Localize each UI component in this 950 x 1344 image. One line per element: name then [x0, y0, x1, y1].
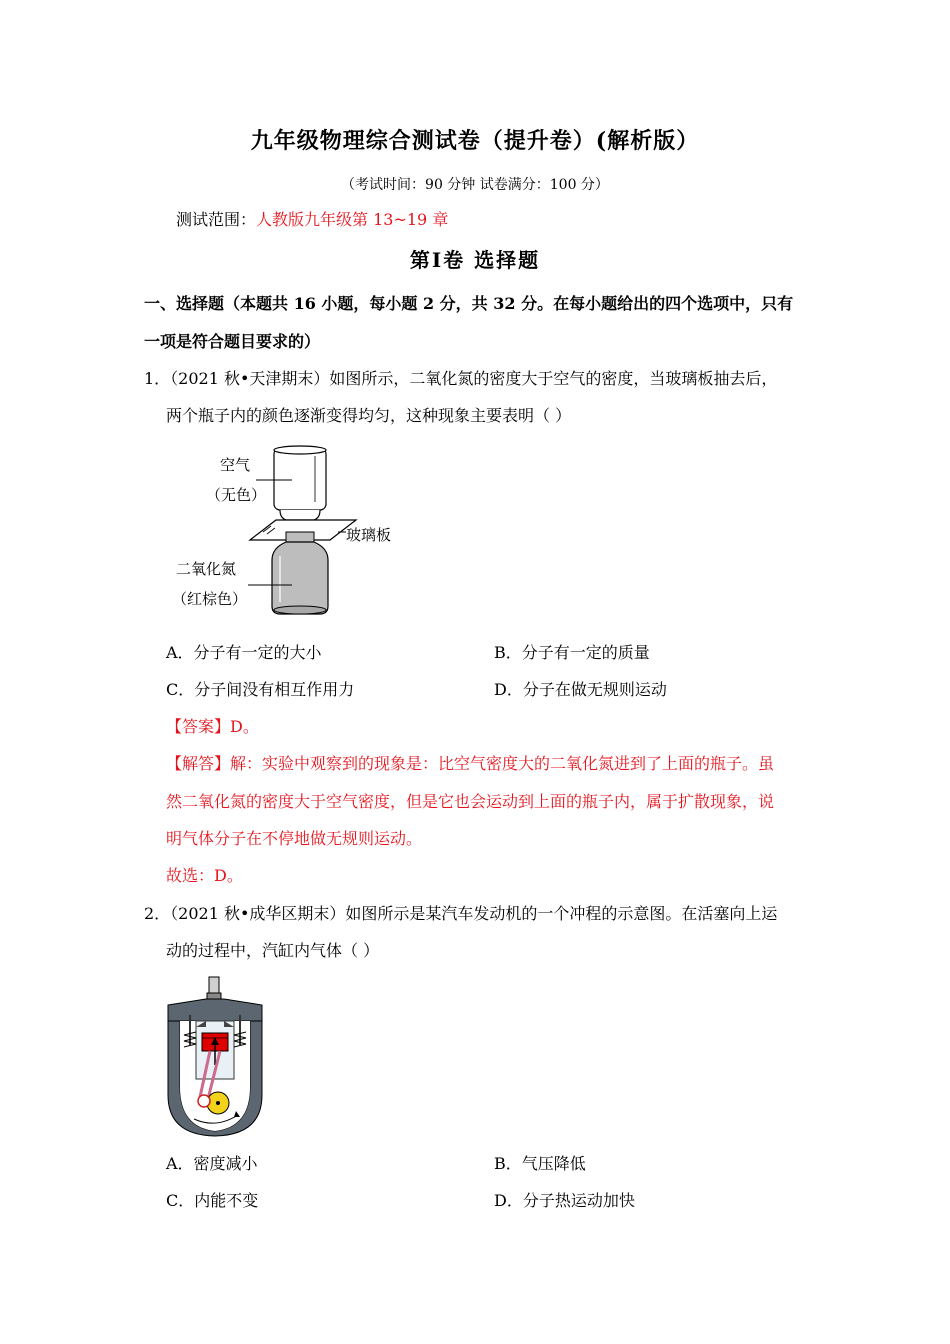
q1-figure — [168, 440, 408, 620]
q1-explanation-line3: 明气体分子在不停地做无规则运动。 — [166, 829, 423, 848]
exam-subtitle: （考试时间：90 分钟 试卷满分：100 分） — [341, 177, 609, 193]
q1-explanation-line1: 【解答】解：实验中观察到的现象是：比空气密度大的二氧化氮进到了上面的瓶子。虽 — [166, 754, 775, 773]
q2-text-line2: 动的过程中，汽缸内气体（ ） — [166, 941, 380, 960]
test-range — [176, 207, 448, 230]
q2-text-line1: 2．（2021 秋•成华区期末）如图所示是某汽车发动机的一个冲程的示意图。在活塞向上运 — [144, 904, 778, 923]
q1-text-line1: 1．（2021 秋•天津期末）如图所示，二氧化氮的密度大于空气的密度，当玻璃板抽去后， — [144, 369, 778, 388]
part1-heading-line2: 一项是符合题目要求的） — [144, 332, 321, 351]
part1-heading-line1: 一、选择题（本题共 16 小题，每小题 2 分，共 32 分。在每小题给出的四个选项中，只有 — [144, 294, 794, 313]
q1-text-line2: 两个瓶子内的颜色逐渐变得均匀，这种现象主要表明（ ） — [166, 406, 572, 425]
label-no2-color: （红棕色） — [172, 590, 248, 608]
label-air-color: （无色） — [206, 486, 267, 504]
q2-figure — [166, 975, 264, 1137]
q2-option-b[interactable]: B．气压降低 — [494, 1154, 586, 1173]
page-title: 九年级物理综合测试卷（提升卷）(解析版） — [250, 128, 700, 154]
q1-option-b[interactable]: B．分子有一定的质量 — [494, 643, 650, 662]
q1-option-c[interactable]: C．分子间没有相互作用力 — [166, 680, 355, 699]
q2-option-a[interactable]: A．密度减小 — [166, 1154, 258, 1173]
test-range-label: 测试范围： — [176, 210, 257, 229]
q1-option-d[interactable]: D．分子在做无规则运动 — [494, 680, 667, 699]
test-range-value: 人教版九年级第 13~19 章 — [256, 210, 449, 229]
label-air: 空气 — [220, 456, 251, 474]
label-no2: 二氧化氮 — [176, 560, 237, 578]
q1-explanation-line2: 然二氧化氮的密度大于空气密度，但是它也会运动到上面的瓶子内，属于扩散现象，说 — [166, 792, 775, 811]
q1-option-a[interactable]: A．分子有一定的大小 — [166, 643, 322, 662]
section-title: 第Ⅰ卷 选择题 — [409, 248, 541, 272]
label-glass-plate: 玻璃板 — [346, 526, 392, 544]
q2-option-d[interactable]: D．分子热运动加快 — [494, 1191, 635, 1210]
q1-answer: 【答案】D。 — [166, 717, 259, 736]
q2-option-c[interactable]: C．内能不变 — [166, 1191, 259, 1210]
q1-choice: 故选：D。 — [166, 866, 243, 885]
engine-stroke-diagram — [166, 975, 264, 1137]
